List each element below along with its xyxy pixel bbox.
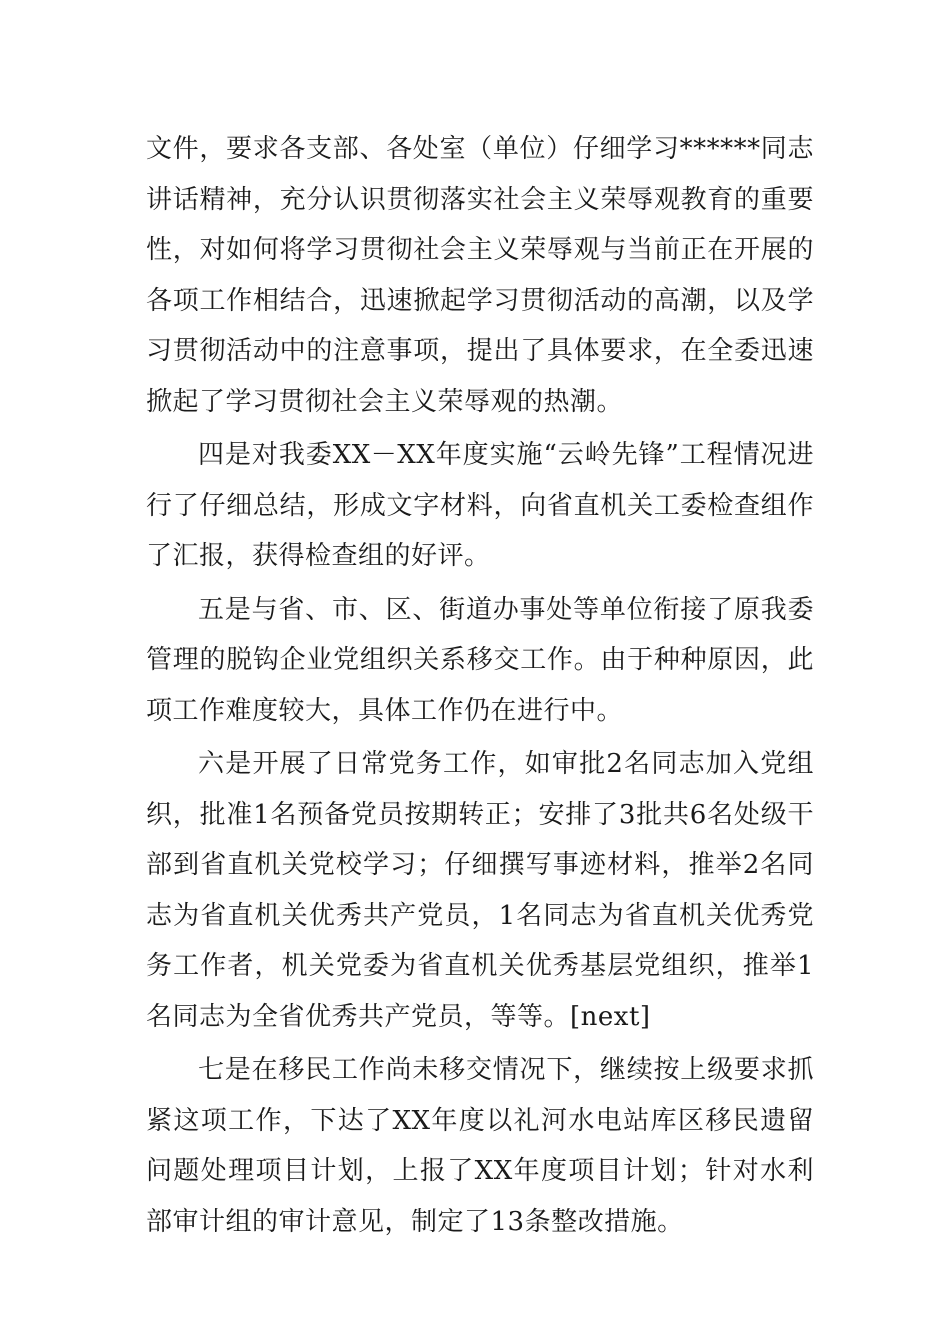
paragraph-item-five: 五是与省、市、区、街道办事处等单位衔接了原我委管理的脱钩企业党组织关系移交工作。由于种种原因，此项工作难度较大，具体工作仍在进行中。 xyxy=(146,594,814,726)
paragraph-item-seven: 七是在移民工作尚未移交情况下，继续按上级要求抓紧这项工作，下达了XX年度以礼河水电站库区移民遗留问题处理项目计划，上报了XX年度项目计划；针对水利部审计组的审计意见，制定了13条整改措施。 xyxy=(146,1055,814,1237)
paragraph-item-six: 六是开展了日常党务工作，如审批2名同志加入党组织，批准1名预备党员按期转正；安排了3批共6名处级干部到省直机关党校学习；仔细撰写事迹材料，推举2名同志为省直机关优秀共产党员，1名同志为省直机关优秀党务工作者，机关党委为省直机关优秀基层党组织，推举1名同志为全省优秀共产党员，等等。[next] xyxy=(146,749,814,1032)
paragraph-continuation: 文件，要求各支部、各处室（单位）仔细学习******同志讲话精神，充分认识贯彻落实社会主义荣辱观教育的重要性，对如何将学习贯彻社会主义荣辱观与当前正在开展的各项工作相结合，迅速掀起学习贯彻活动的高潮，以及学习贯彻活动中的注意事项，提出了具体要求，在全委迅速掀起了学习贯彻社会主义荣辱观的热潮。 xyxy=(146,134,814,417)
paragraph-item-four: 四是对我委XX－XX年度实施“云岭先锋”工程情况进行了仔细总结，形成文字材料，向省直机关工委检查组作了汇报，获得检查组的好评。 xyxy=(146,440,814,571)
document-body xyxy=(146,124,814,1250)
